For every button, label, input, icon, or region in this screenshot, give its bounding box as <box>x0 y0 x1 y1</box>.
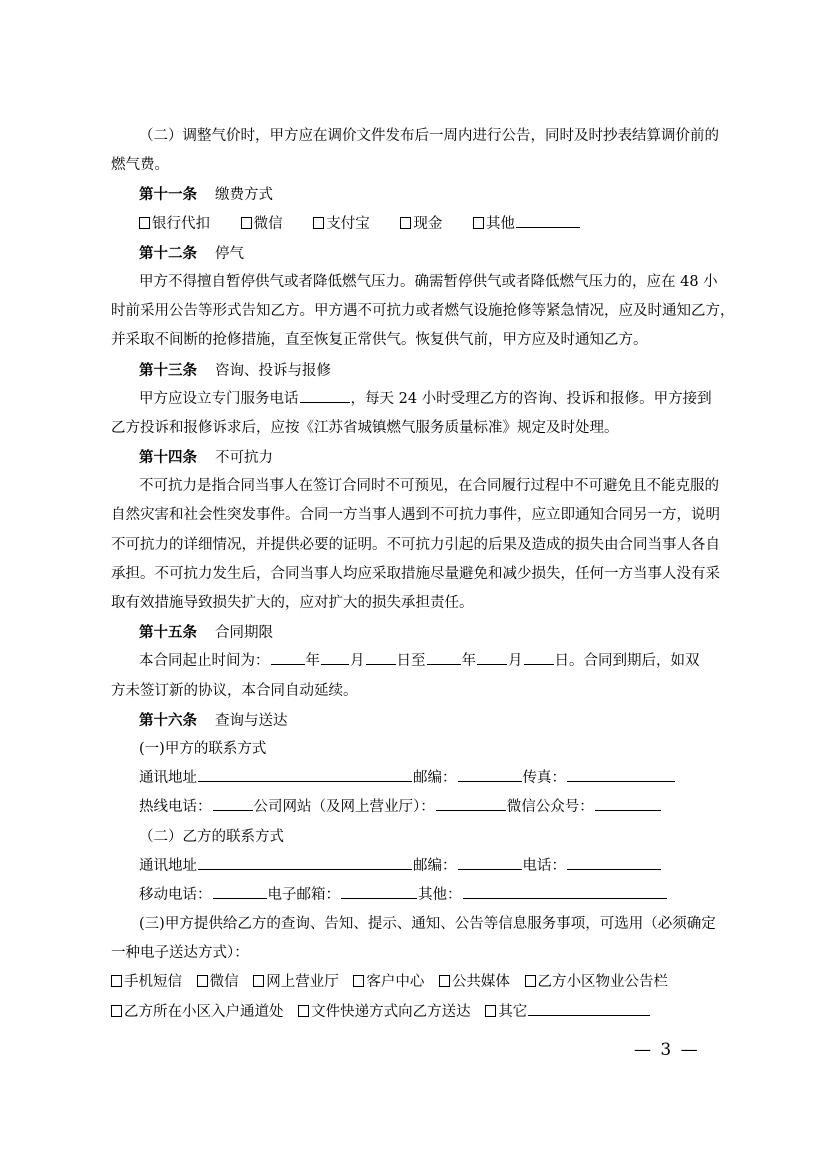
checkbox[interactable] <box>400 217 411 229</box>
text-segment: 月 <box>508 653 523 670</box>
option-label: 支付宝 <box>326 215 370 232</box>
party-b-heading: （二）乙方的联系方式 <box>139 828 284 845</box>
paragraph-line: 承担。不可抗力发生后，合同当事人均应采取措施尽量避免和减少损失，任何一方当事人没有采 <box>111 565 720 582</box>
mobile-blank[interactable] <box>213 883 267 899</box>
phone-blank[interactable] <box>567 854 661 870</box>
start-year-blank[interactable] <box>271 649 305 665</box>
option-label: 银行代扣 <box>152 215 210 232</box>
article-number: 第十三条 <box>139 361 197 379</box>
option-label: 网上营业厅 <box>266 974 339 991</box>
service-line1: (三)甲方提供给乙方的查询、告知、提示、通知、公告等信息服务事项，可选用（必须确定 <box>139 916 716 933</box>
article-14-heading <box>111 443 721 472</box>
article-number: 第十四条 <box>139 449 197 467</box>
option-label: 文件快递方式向乙方送达 <box>311 1003 471 1020</box>
website-blank[interactable] <box>436 795 506 811</box>
article-title: 停气 <box>215 245 244 262</box>
postcode-blank[interactable] <box>458 766 522 782</box>
start-month-blank[interactable] <box>321 649 349 665</box>
text-segment: 日至 <box>396 653 426 670</box>
checkbox[interactable] <box>473 217 484 229</box>
option-label: 其它 <box>498 1003 528 1020</box>
price-adjust-line1: （二）调整气价时，甲方应在调价文件发布后一周内进行公告，同时及时抄表结算调价前的 <box>139 128 719 144</box>
term-dates-line <box>111 647 721 676</box>
article-number: 第十六条 <box>139 711 197 729</box>
text-segment: 年 <box>461 653 476 670</box>
fax-blank[interactable] <box>567 766 675 782</box>
article-title: 查询与送达 <box>215 712 288 729</box>
start-day-blank[interactable] <box>366 649 396 665</box>
field-label: 公司网站（及网上营业厅）： <box>253 799 435 816</box>
option-label: 公共媒体 <box>451 974 510 991</box>
field-label: 热线电话： <box>139 799 212 816</box>
option-label: 手机短信 <box>124 974 182 991</box>
article-16-heading <box>111 706 721 735</box>
field-label: 通讯地址 <box>139 857 197 874</box>
option-label: 客户中心 <box>366 974 425 991</box>
article-number: 第十一条 <box>139 186 197 204</box>
paragraph-line: 不可抗力是指合同当事人在签订合同时不可预见，在合同履行过程中不可避免且不能克服的 <box>139 478 719 495</box>
option-label: 微信 <box>253 215 283 232</box>
field-label: 其他： <box>418 886 462 903</box>
paragraph-line <box>111 385 721 414</box>
option-label: 其他 <box>485 215 515 232</box>
paragraph-line: 甲方不得擅自暂停供气或者降低燃气压力。确需暂停供气或者降低燃气压力的，应在 48 小 <box>139 273 718 290</box>
text-segment: 日。合同到期后，如双 <box>554 653 700 670</box>
article-title: 不可抗力 <box>215 450 273 467</box>
article-title: 咨询、投诉与报修 <box>215 362 331 379</box>
option-label: 乙方小区物业公告栏 <box>537 974 669 991</box>
field-label: 移动电话： <box>139 886 212 903</box>
checkbox[interactable] <box>253 975 264 987</box>
checkbox[interactable] <box>298 1005 309 1017</box>
checkbox[interactable] <box>197 975 208 987</box>
price-adjust-line2: 燃气费。 <box>111 157 169 174</box>
checkbox[interactable] <box>525 975 536 987</box>
fill-blank[interactable] <box>516 212 580 228</box>
article-number: 第十五条 <box>139 624 197 642</box>
service-options-row1 <box>111 968 721 997</box>
checkbox[interactable] <box>241 217 252 229</box>
option-label: 现金 <box>413 215 443 232</box>
article-title: 缴费方式 <box>215 187 273 204</box>
address-blank[interactable] <box>198 766 412 782</box>
paragraph-line: 乙方投诉和报修诉求后，应按《江苏省城镇燃气服务质量标准》规定及时处理。 <box>111 419 619 436</box>
document-page <box>111 122 735 1027</box>
fill-blank[interactable] <box>528 1000 650 1016</box>
text-segment: ，每天 24 小时受理乙方的咨询、投诉和报修。甲方接到 <box>350 390 712 407</box>
service-line2: 一种电子送达方式）： <box>111 945 249 962</box>
paragraph-line: 取有效措施导致损失扩大的，应对扩大的损失承担责任。 <box>111 595 474 611</box>
article-15-heading <box>111 618 721 647</box>
paragraph-line: 并采取不间断的抢修措施，直至恢复正常供气。恢复供气前，甲方应及时通知乙方。 <box>111 332 648 349</box>
text-segment: 年 <box>305 653 320 670</box>
paragraph-line: 时前采用公告等形式告知乙方。甲方遇不可抗力或者燃气设施抢修等紧急情况，应及时通知乙方， <box>111 303 735 320</box>
field-label: 传真： <box>522 770 566 787</box>
email-blank[interactable] <box>341 883 417 899</box>
option-label: 微信 <box>209 974 239 991</box>
text-segment: 本合同起止时间为： <box>139 653 270 670</box>
field-label: 电子邮箱： <box>267 886 340 903</box>
end-month-blank[interactable] <box>477 649 507 665</box>
checkbox[interactable] <box>111 975 122 987</box>
article-title: 合同期限 <box>215 625 273 642</box>
party-b-address-line <box>111 852 721 881</box>
address-blank[interactable] <box>198 854 412 870</box>
checkbox[interactable] <box>439 975 450 987</box>
hotline-blank[interactable] <box>213 795 253 811</box>
field-label: 微信公众号： <box>506 799 594 816</box>
postcode-blank[interactable] <box>458 854 522 870</box>
text-segment: 甲方应设立专门服务电话 <box>139 390 299 407</box>
page-number: — 3 — <box>634 1040 700 1060</box>
party-a-contact-line <box>111 793 721 822</box>
field-label: 通讯地址 <box>139 770 197 787</box>
article-12-heading <box>111 239 721 268</box>
checkbox[interactable] <box>139 217 150 229</box>
checkbox[interactable] <box>353 975 364 987</box>
article-11-heading <box>111 180 721 209</box>
option-label: 乙方所在小区入户通道处 <box>124 1003 284 1020</box>
checkbox[interactable] <box>313 217 324 229</box>
field-label: 邮编： <box>413 857 457 874</box>
other-blank[interactable] <box>463 883 667 899</box>
field-label: 邮编： <box>413 770 457 787</box>
checkbox[interactable] <box>485 1005 496 1017</box>
service-options-row2 <box>111 998 721 1027</box>
party-a-address-line <box>111 764 721 793</box>
party-b-contact-line <box>111 881 721 910</box>
wechat-account-blank[interactable] <box>595 795 661 811</box>
end-day-blank[interactable] <box>524 649 554 665</box>
article-13-heading <box>111 356 721 385</box>
article-number: 第十二条 <box>139 244 197 262</box>
party-a-heading: (一)甲方的联系方式 <box>139 740 267 757</box>
checkbox[interactable] <box>111 1005 122 1017</box>
fill-blank[interactable] <box>300 387 350 403</box>
text-segment: 月 <box>350 653 365 670</box>
paragraph-line: 不可抗力的详细情况，并提供必要的证明。不可抗力引起的后果及造成的损失由合同当事人各自 <box>111 536 720 553</box>
payment-options <box>111 210 721 239</box>
paragraph-line: 自然灾害和社会性突发事件。合同一方当事人遇到不可抗力事件，应立即通知合同另一方，说明 <box>111 507 720 524</box>
field-label: 电话： <box>522 857 566 874</box>
end-year-blank[interactable] <box>427 649 461 665</box>
paragraph-line: 方未签订新的协议，本合同自动延续。 <box>111 682 358 699</box>
